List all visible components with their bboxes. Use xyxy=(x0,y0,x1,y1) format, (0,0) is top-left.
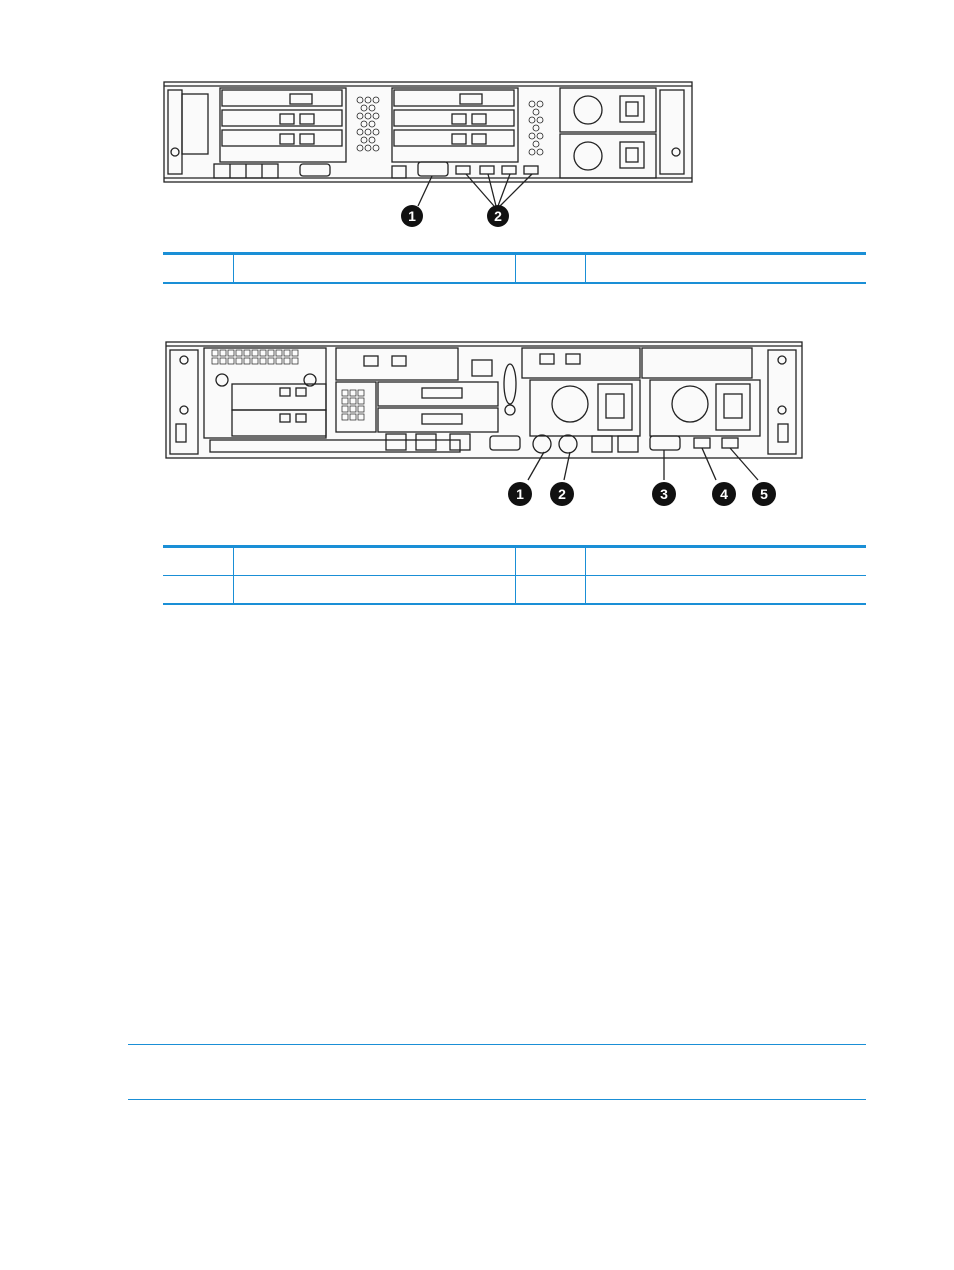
note-top-rule xyxy=(128,1044,866,1045)
figure2-callout-label-3: 3 xyxy=(660,486,668,502)
figure1-callout-label-2: 2 xyxy=(494,208,502,224)
figure1-callout-2 xyxy=(487,205,509,227)
table-cell xyxy=(163,547,233,576)
table-cell xyxy=(233,547,515,576)
note-bottom-rule xyxy=(128,1099,866,1100)
callout-table-1 xyxy=(163,252,866,284)
table-cell xyxy=(163,254,233,284)
server-rear-panel-diagram-1 xyxy=(160,80,700,240)
figure2-callout-label-1: 1 xyxy=(516,486,524,502)
table-cell xyxy=(515,254,585,284)
table-cell xyxy=(585,254,866,284)
figure2-callout-1 xyxy=(508,482,532,506)
table-cell xyxy=(233,576,515,605)
table-cell xyxy=(585,576,866,605)
figure2-callout-label-5: 5 xyxy=(760,486,768,502)
figure2-callout-label-2: 2 xyxy=(558,486,566,502)
table-cell xyxy=(233,254,515,284)
figure2-callout-3 xyxy=(652,482,676,506)
table-row xyxy=(163,576,866,605)
table-cell xyxy=(585,547,866,576)
figure2-callout-2 xyxy=(550,482,574,506)
table-cell xyxy=(163,576,233,605)
figure2-callout-4 xyxy=(712,482,736,506)
table-cell xyxy=(515,547,585,576)
table-row xyxy=(163,254,866,284)
figure1-callout-1 xyxy=(401,205,423,227)
server-rear-panel-diagram-2 xyxy=(160,340,810,510)
figure2-callout-5 xyxy=(752,482,776,506)
table-cell xyxy=(515,576,585,605)
callout-table-2 xyxy=(163,545,866,605)
figure2-callout-label-4: 4 xyxy=(720,486,728,502)
table-row xyxy=(163,547,866,576)
figure1-callout-label-1: 1 xyxy=(408,208,416,224)
